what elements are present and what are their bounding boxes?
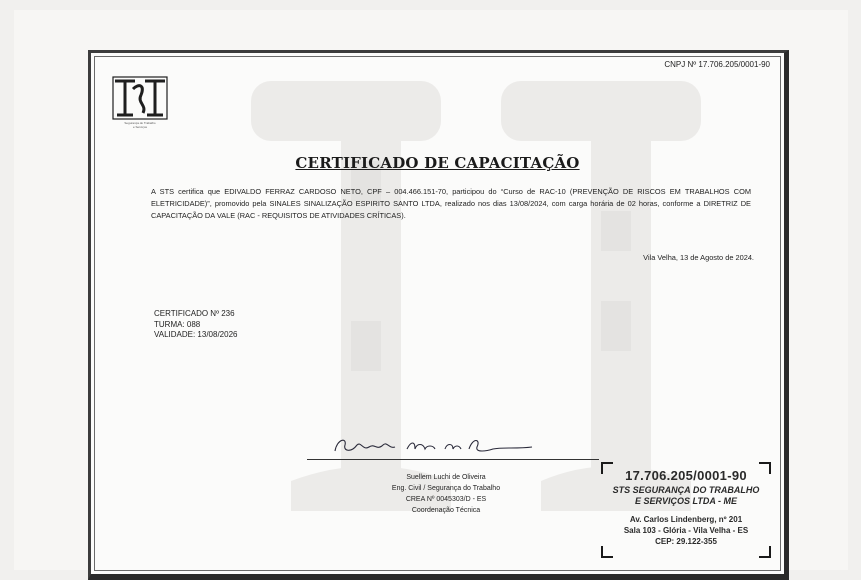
place-date: Vila Velha, 13 de Agosto de 2024. <box>643 253 754 262</box>
stamp-addr-line2: Sala 103 - Glória - Vila Velha - ES <box>623 526 749 535</box>
logo-tagline <box>105 121 175 129</box>
stamp-addr-line3: CEP: 29.122-355 <box>655 537 717 546</box>
stamp-corner-br <box>759 546 771 558</box>
certificate-turma: TURMA: 088 <box>154 319 201 329</box>
certificate-title: CERTIFICADO DE CAPACITAÇÃO <box>295 154 580 172</box>
document-page <box>14 10 848 570</box>
stamp-company-name <box>601 485 771 507</box>
signer-crea: CREA Nº 0045303/D - ES <box>405 496 487 503</box>
signer-block <box>331 472 561 516</box>
certificate-frame <box>88 50 789 580</box>
stamp-address <box>601 514 771 547</box>
certificate-body: A STS certifica que EDIVALDO FERRAZ CARDOSO NETO, CPF – 004.466.151-70, participou do “Curso de RAC-10 (PREVENÇÃO DE RISCOS EM TRABALHOS COM ELETRICIDADE)”, promovido pela SINALES SINALIZAÇÃO ESPIRITO SANTO LTDA, realizado nos dias 13/08/2024, com carga horária de 02 horas, conforme a DIRETRIZ DE CAPACITAÇÃO DA VALE (RAC - REQUISITOS DE ATIVIDADES CRÍTICAS). <box>151 187 751 220</box>
certificate-number: CERTIFICADO Nº 236 <box>154 309 235 318</box>
company-stamp <box>601 462 771 558</box>
certificate-validade: VALIDADE: 13/08/2026 <box>154 330 238 339</box>
logo-tagline-line2: e Serviços <box>132 125 147 129</box>
stamp-cnpj: 17.706.205/0001-90 <box>625 468 747 483</box>
stamp-name-line2: E SERVIÇOS LTDA - ME <box>634 496 737 506</box>
header-cnpj: CNPJ Nº 17.706.205/0001-90 <box>664 60 770 69</box>
signer-role: Eng. Civil / Segurança do Trabalho <box>391 485 501 492</box>
signer-name: Suellem Luchi de Oliveira <box>406 474 486 481</box>
stamp-corner-bl <box>601 546 613 558</box>
handwritten-signature <box>327 431 537 459</box>
stamp-name-line1: STS SEGURANÇA DO TRABALHO <box>612 485 760 495</box>
logo-tagline-line1: Segurança do Trabalho <box>124 121 156 125</box>
certificate-info <box>154 309 237 341</box>
signature-line <box>307 459 599 460</box>
signer-dept: Coordenação Técnica <box>411 507 481 514</box>
stamp-addr-line1: Av. Carlos Lindenberg, nº 201 <box>629 515 743 524</box>
